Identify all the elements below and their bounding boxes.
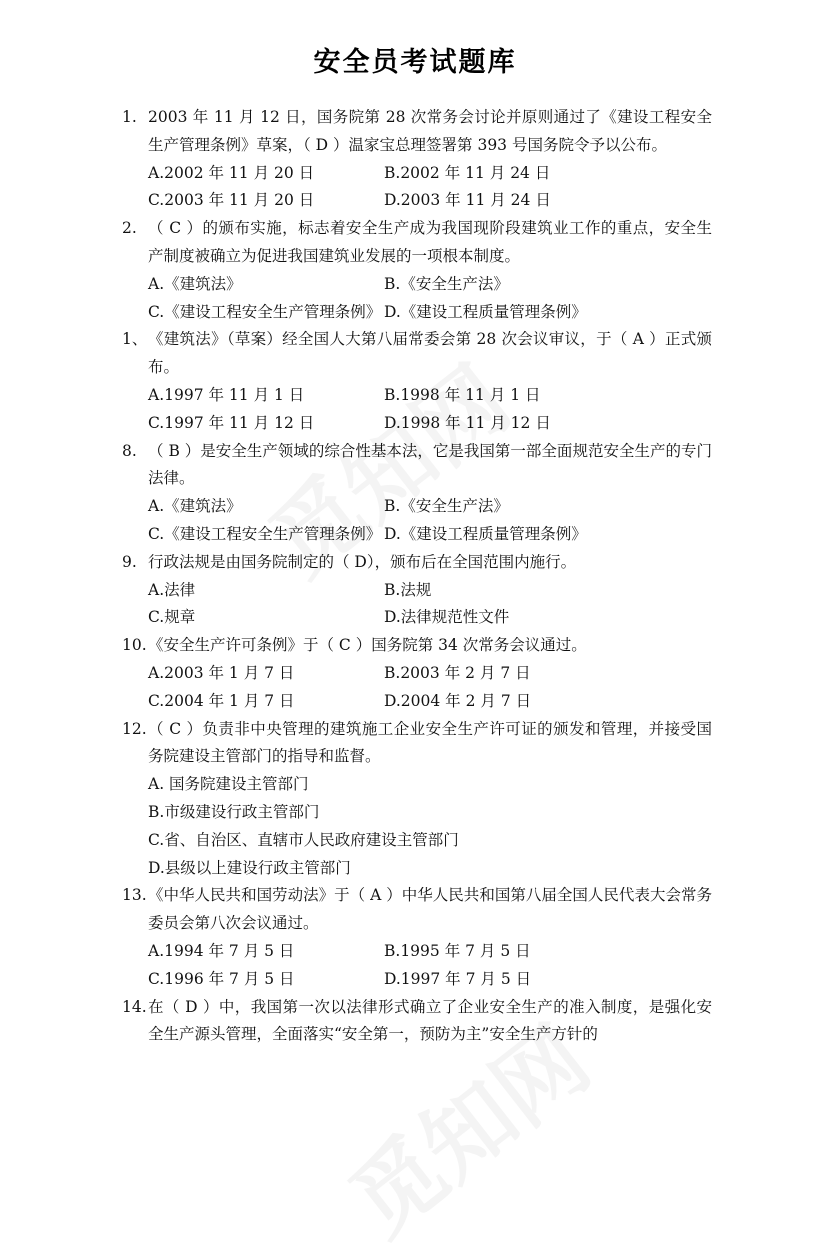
question-options (122, 271, 712, 327)
question-options (122, 938, 712, 994)
option-c: C.规章 (148, 608, 196, 627)
question (122, 716, 712, 772)
option-b: B.2003 年 2 月 7 日 (384, 663, 531, 682)
option-a: A.2002 年 11 月 20 日 (148, 163, 315, 182)
option-a: A.1997 年 11 月 1 日 (148, 385, 305, 404)
question-number: 1、 (122, 330, 148, 349)
option-c: C.《建设工程安全生产管理条例》 (148, 524, 382, 543)
question-options (122, 382, 712, 438)
question-options (122, 577, 712, 633)
page-title: 安全员考试题库 (313, 47, 517, 78)
option-b: B.2002 年 11 月 24 日 (384, 163, 551, 182)
option-c: C.1997 年 11 月 12 日 (148, 413, 315, 432)
option-b: B.1998 年 11 月 1 日 (384, 385, 541, 404)
question-number: 8. (122, 441, 137, 460)
option-d: D.《建设工程质量管理条例》 (384, 302, 587, 321)
option-b: B.《安全生产法》 (384, 497, 509, 516)
question-text: 2003 年 11 月 12 日，国务院第 28 次常务会讨论并原则通过了《建设工程安全生产管理条例》草案，（ D ）温家宝总理签署第 393 号国务院令予以公布。 (148, 108, 712, 154)
question-options (122, 771, 712, 882)
question-options (122, 660, 712, 716)
option-c: C.《建设工程安全生产管理条例》 (148, 302, 382, 321)
option-d: D.县级以上建设行政主管部门 (148, 858, 351, 877)
question-number: 13. (122, 886, 147, 905)
question (122, 994, 712, 1050)
option-a: A.1994 年 7 月 5 日 (148, 941, 295, 960)
option-d: D.2004 年 2 月 7 日 (384, 691, 532, 710)
question-number: 2. (122, 219, 137, 238)
question-text: 《中华人民共和国劳动法》于（ A ）中华人民共和国第八届全国人民代表大会常务委员会第八次会议通过。 (148, 886, 712, 933)
option-b: B.1995 年 7 月 5 日 (384, 941, 531, 960)
option-c: C.2003 年 11 月 20 日 (148, 191, 315, 210)
question (122, 215, 712, 271)
option-c: C.省、自治区、直辖市人民政府建设主管部门 (148, 830, 459, 849)
option-d: D.1997 年 7 月 5 日 (384, 969, 532, 988)
option-d: D.1998 年 11 月 12 日 (384, 413, 551, 432)
option-d: D.法律规范性文件 (384, 608, 510, 627)
question-text: 《建筑法》（草案）经全国人大第八届常委会第 28 次会议审议，于（ A ）正式颁布。 (148, 330, 712, 377)
question (122, 632, 712, 660)
question (122, 549, 712, 577)
question-number: 9. (122, 552, 137, 571)
option-c: C.2004 年 1 月 7 日 (148, 691, 295, 710)
question (122, 438, 712, 494)
question-options (122, 493, 712, 549)
option-b: B.《安全生产法》 (384, 274, 509, 293)
option-c: C.1996 年 7 月 5 日 (148, 969, 295, 988)
question-number: 1. (122, 108, 137, 126)
question (122, 326, 712, 382)
option-b: B.市级建设行政主管部门 (148, 802, 320, 821)
question (122, 882, 712, 938)
option-d: D.2003 年 11 月 24 日 (384, 191, 551, 210)
option-a: A.《建筑法》 (148, 497, 242, 516)
option-a: A.法律 (148, 580, 196, 599)
question-text: 在（ D ）中，我国第一次以法律形式确立了企业安全生产的准入制度，是强化安全生产源头管理，全面落实“安全第一，预防为主”安全生产方针的 (148, 997, 712, 1044)
option-a: A. 国务院建设主管部门 (148, 775, 309, 794)
option-a: A.2003 年 1 月 7 日 (148, 663, 295, 682)
question (122, 104, 712, 160)
question-number: 12. (122, 719, 147, 738)
question-number: 10. (122, 636, 147, 655)
question-text: （ C ）负责非中央管理的建筑施工企业安全生产许可证的颁发和管理，并接受国务院建设主管部门的指导和监督。 (148, 719, 712, 766)
option-b: B.法规 (384, 580, 432, 599)
question-text: （ B ）是安全生产领域的综合性基本法，它是我国第一部全面规范安全生产的专门法律。 (148, 441, 712, 488)
question-text: （ C ）的颁布实施，标志着安全生产成为我国现阶段建筑业工作的重点，安全生产制度被确立为促进我国建筑业发展的一项根本制度。 (148, 219, 712, 265)
option-a: A.《建筑法》 (148, 274, 242, 293)
question-options (122, 160, 712, 216)
question-text: 行政法规是由国务院制定的（ D），颁布后在全国范围内施行。 (148, 552, 577, 571)
question-list (122, 104, 712, 1049)
question-text: 《安全生产许可条例》于（ C ）国务院第 34 次常务会议通过。 (148, 636, 587, 655)
option-d: D.《建设工程质量管理条例》 (384, 524, 587, 543)
question-number: 14. (122, 997, 147, 1016)
